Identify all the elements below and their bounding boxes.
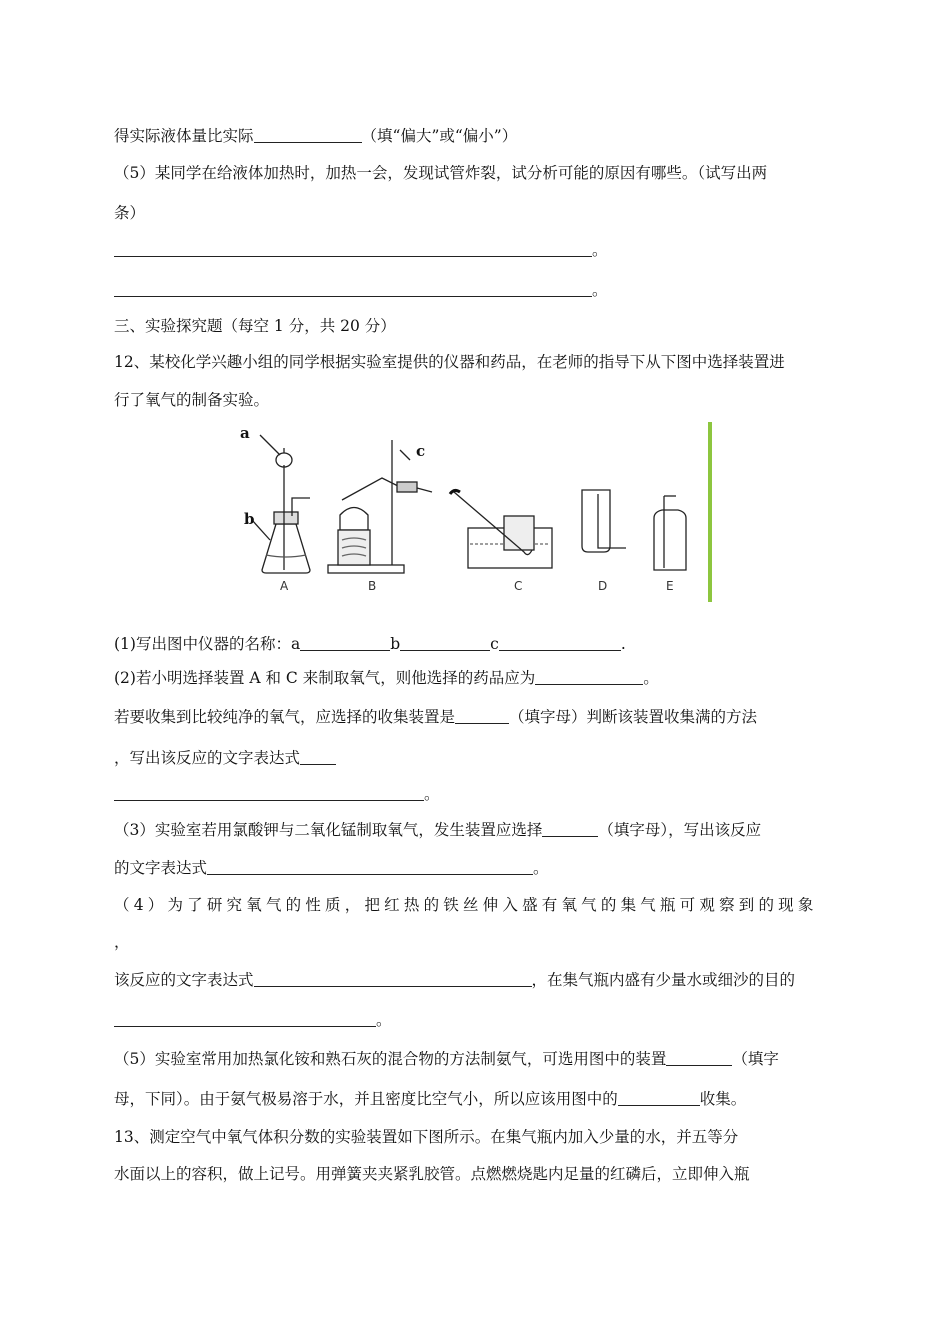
- q12-p4b-blank[interactable]: [254, 970, 532, 987]
- q12-p5-hint: （填字: [732, 1050, 779, 1068]
- q12-p2b-hint: （填字母）判断该装置收集满的方法: [509, 708, 758, 726]
- q4-answer-blank[interactable]: [254, 126, 362, 143]
- q5-end-1: 。: [592, 241, 608, 259]
- q12-p1: [114, 634, 626, 654]
- q12-p5b-text: 母，下同）。由于氨气极易溶于水，并且密度比空气小，所以应该用图中的: [114, 1090, 618, 1108]
- figure-tag-a: a: [240, 424, 250, 442]
- q12-p5b-blank[interactable]: [618, 1089, 700, 1106]
- q12-p4b-text: 该反应的文字表达式: [114, 971, 254, 989]
- q12-p3b-blank[interactable]: [207, 858, 533, 875]
- apparatus-e: [654, 496, 686, 570]
- q12-line1: 12、某校化学兴趣小组的同学根据实验室提供的仪器和药品，在老师的指导下从下图中选择装置进: [114, 353, 785, 371]
- q5-answer-line2: [114, 280, 608, 300]
- q4-tail-hint: （填“偏大”或“偏小”）: [361, 127, 518, 145]
- q12-p2c-text: ，写出该反应的文字表达式: [114, 749, 301, 767]
- apparatus-c: [450, 490, 552, 568]
- q5-answer-blank-1[interactable]: [114, 240, 592, 257]
- q5-answer-blank-2[interactable]: [114, 280, 592, 297]
- q12-p5b-end: 收集。: [699, 1090, 747, 1108]
- apparatus-figure: [232, 420, 714, 604]
- q12-p5: [114, 1049, 779, 1069]
- q12-p1-c: c: [490, 635, 499, 653]
- q12-p3-hint: （填字母），写出该反应: [598, 821, 762, 839]
- q12-p2b: [114, 707, 757, 727]
- figure-label-d: D: [598, 579, 608, 593]
- q13-line1: 13、测定空气中氧气体积分数的实验装置如下图所示。在集气瓶内加入少量的水，并五等分: [114, 1128, 739, 1146]
- q12-p4c-end: 。: [376, 1011, 392, 1029]
- q12-p5-text: （5）实验室常用加热氯化铵和熟石灰的混合物的方法制氨气，可选用图中的装置: [114, 1050, 667, 1068]
- q12-line2: 行了氧气的制备实验。: [114, 391, 270, 409]
- q12-p2: [114, 668, 659, 688]
- q12-p2b-blank[interactable]: [455, 707, 509, 724]
- q12-p4b: [114, 970, 795, 990]
- q12-p4b-mid: ，在集气瓶内盛有少量水或细沙的目的: [531, 971, 796, 989]
- figure-tag-b: b: [244, 510, 255, 528]
- figure-tag-c: c: [416, 442, 426, 460]
- q12-p2c-blank[interactable]: [300, 748, 336, 765]
- q12-p2-end: 。: [643, 669, 659, 687]
- q12-p2c: [114, 748, 336, 768]
- q12-p2-blank[interactable]: [535, 668, 643, 685]
- blank-b[interactable]: [400, 634, 490, 651]
- q12-p3-blank[interactable]: [542, 820, 598, 837]
- blank-c[interactable]: [499, 634, 621, 651]
- q12-p3b-end: 。: [533, 859, 549, 877]
- figure-border: [708, 422, 712, 602]
- q4-tail-line: [114, 126, 517, 146]
- q5-answer-line1: [114, 240, 608, 260]
- q12-p2d-blank[interactable]: [114, 784, 424, 801]
- q13-line2: 水面以上的容积，做上记号。用弹簧夹夹紧乳胶管。点燃燃烧匙内足量的红磷后，立即伸入瓶: [114, 1165, 750, 1183]
- q12-p3b: [114, 858, 549, 878]
- q5-line2: 条）: [114, 204, 146, 222]
- q12-p2d: [114, 784, 440, 804]
- figure-label-e: E: [666, 579, 674, 593]
- figure-label-c: C: [514, 579, 523, 593]
- section3-title: 三、实验探究题（每空 1 分，共 20 分）: [114, 317, 396, 335]
- figure-label-b: B: [368, 579, 377, 593]
- q12-p3-text: （3）实验室若用氯酸钾与二氧化锰制取氧气，发生装置应选择: [114, 821, 543, 839]
- q12-p1-text: (1)写出图中仪器的名称：a: [114, 635, 301, 653]
- q12-p4c-blank[interactable]: [114, 1010, 376, 1027]
- apparatus-d: [582, 490, 626, 552]
- q12-p2d-end: 。: [424, 785, 440, 803]
- q12-p4: （4）为了研究氧气的性质，把红热的铁丝伸入盛有氧气的集气瓶可观察到的现象: [114, 896, 818, 914]
- q5-end-2: 。: [592, 281, 608, 299]
- q12-p2b-text: 若要收集到比较纯净的氧气，应选择的收集装置是: [114, 708, 456, 726]
- q12-p3: [114, 820, 761, 840]
- q12-p2-text: (2)若小明选择装置 A 和 C 来制取氧气，则他选择的药品应为: [114, 669, 536, 687]
- apparatus-a: [252, 435, 310, 573]
- blank-a[interactable]: [300, 634, 390, 651]
- q12-p1-end: .: [620, 635, 626, 653]
- figure-label-a: A: [280, 579, 289, 593]
- q12-p5-blank[interactable]: [666, 1049, 732, 1066]
- q12-p3b-text: 的文字表达式: [114, 859, 208, 877]
- q12-p5b: [114, 1089, 746, 1109]
- q5-line1: （5）某同学在给液体加热时，加热一会，发现试管炸裂，试分析可能的原因有哪些。（试写出两: [114, 164, 768, 182]
- q4-tail-text: 得实际液体量比实际: [114, 127, 254, 145]
- q12-p4-comma: ，: [114, 933, 130, 951]
- q12-p1-b: b: [390, 635, 401, 653]
- q12-p4c: [114, 1010, 392, 1030]
